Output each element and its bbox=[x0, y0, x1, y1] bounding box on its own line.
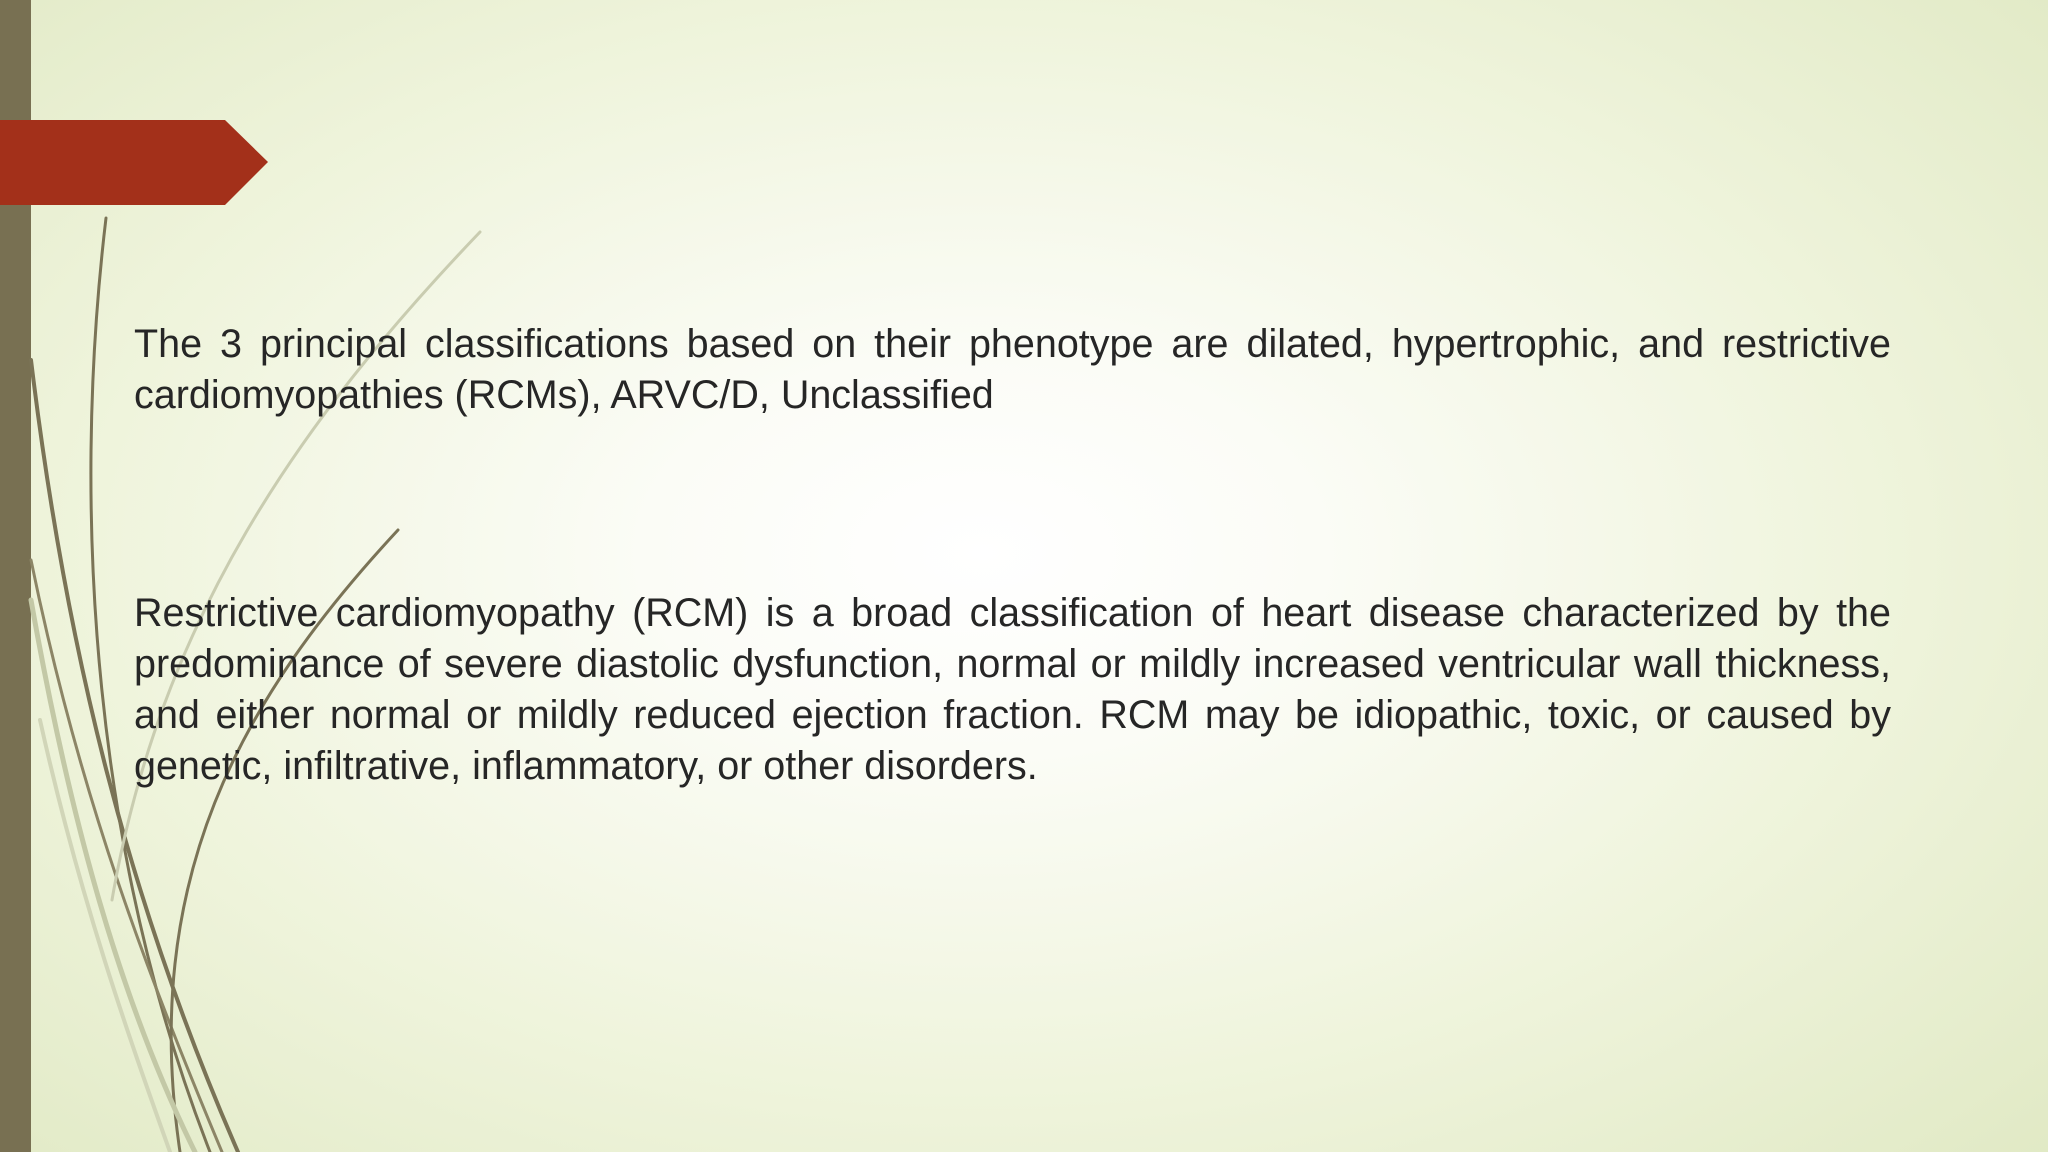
rcm-definition-paragraph: Restrictive cardiomyopathy (RCM) is a broad classification of heart disease characterized by the predominance of severe diastolic dysfunction, normal or mildly increased ventricular wall thickness, and either normal or mildly reduced ejection fraction. RCM may be idiopathic, toxic, or caused by genetic, infiltrative, inflammatory, or other disorders. bbox=[134, 591, 1891, 788]
classification-paragraph: The 3 principal classifications based on their phenotype are dilated, hypertrophic, and restrictive cardiomyopathies (RCMs), ARVC/D, Unclassified bbox=[134, 322, 1891, 417]
left-accent-bar bbox=[0, 0, 31, 1152]
